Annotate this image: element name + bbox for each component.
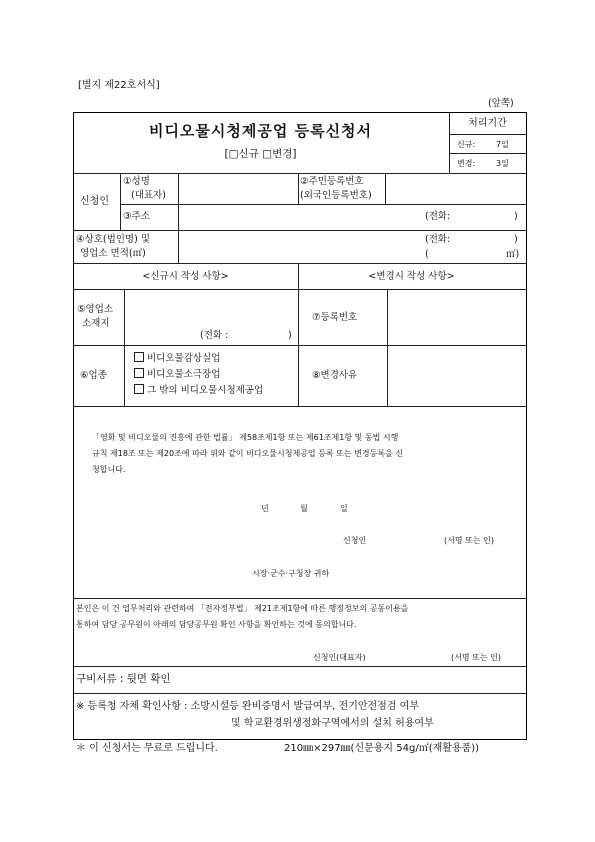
reg-number-label: ⑦등록번호 xyxy=(312,312,358,323)
new-section-header: <신규시 작성 사항> xyxy=(142,271,229,282)
checkbox-icon[interactable] xyxy=(134,368,144,378)
form-subtitle: [□신규 □변경] xyxy=(224,148,297,160)
address-phone-close: ) xyxy=(514,211,518,222)
business-type-option-2[interactable]: 비디오물소극장업 xyxy=(134,368,220,380)
processing-new-value: 7일 xyxy=(496,140,509,149)
business-phone-close: ) xyxy=(514,234,518,245)
consent-line-2: 통하여 담당 공무원이 아래의 담당공무원 확인 사항을 확인하는 것에 동의합니다. xyxy=(76,620,357,629)
declaration-line-1: 「영화 및 비디오물의 진흥에 관한 법률」 제58조제1항 또는 제61조제1항 및 동법 시행 xyxy=(92,433,399,442)
business-label: ④상호(법인명) 및 xyxy=(76,234,151,245)
form-title: 비디오물시청제공업 등록신청서 xyxy=(148,122,373,140)
checkbox-icon[interactable] xyxy=(134,352,144,362)
business-type-option-1[interactable]: 비디오물감상실업 xyxy=(134,352,220,364)
business-type-label: ⑥업종 xyxy=(80,370,107,381)
declaration-line-3: 청합니다. xyxy=(92,465,126,474)
footer-paper: 210㎜×297㎜(신문용지 54g/㎡(재활용품)) xyxy=(284,743,480,754)
date-month: 월 xyxy=(300,504,308,513)
processing-change-value: 3일 xyxy=(496,159,509,168)
consent-sign[interactable]: (서명 또는 인) xyxy=(451,653,501,662)
business-label-sub: 영업소 면적(㎡) xyxy=(80,248,146,259)
location-label-sub: 소재지 xyxy=(82,318,110,329)
change-reason-label: ⑧변경사유 xyxy=(312,370,358,381)
name-label-sub: (대표자) xyxy=(131,190,166,201)
change-section-header: <변경시 작성 사항> xyxy=(368,271,455,282)
date-day: 일 xyxy=(340,504,348,513)
documents-required: 구비서류 : 뒷면 확인 xyxy=(76,673,171,685)
business-phone-label: (전화: xyxy=(425,234,451,245)
location-phone-close: ) xyxy=(288,330,292,341)
location-phone-label: (전화 : xyxy=(200,330,229,341)
name-label: ①성명 xyxy=(123,176,150,187)
verification-line-1: ※ 등록청 자체 확인사항 : 소방시설등 완비증명서 발급여부, 전기안전점검 여부 xyxy=(76,701,419,712)
checkbox-icon[interactable] xyxy=(134,384,144,394)
consent-line-1: 본인은 이 건 업무처리와 관련하여 「전자정부법」 제21조제1항에 따른 행정정보의 공동이용을 xyxy=(76,604,409,613)
verification-line-2: 및 학교환경위생정화구역에서의 설치 허용여부 xyxy=(231,718,434,729)
processing-new-label: 신규: xyxy=(457,140,476,149)
footer-free: ＊ 이 신청서는 무료로 드립니다. xyxy=(76,743,218,754)
declaration-applicant: 신청인 xyxy=(343,536,367,545)
location-label: ⑤영업소 xyxy=(77,304,114,315)
rrn-label: ②주민등록번호 xyxy=(300,176,364,187)
side-label: (앞쪽) xyxy=(488,98,514,109)
declaration-line-2: 규칙 제18조 또는 제20조에 따라 위와 같이 비디오물시청제공업 등록 또는 변경등록을 신 xyxy=(92,449,404,458)
declaration-sign[interactable]: (서명 또는 인) xyxy=(444,536,494,545)
business-type-option-3[interactable]: 그 밖의 비디오물시청제공업 xyxy=(134,384,263,396)
rrn-label-sub: (외국인등록번호) xyxy=(300,190,372,201)
date-year: 년 xyxy=(261,504,269,513)
applicant-section-label: 신청인 xyxy=(80,196,109,207)
address-field[interactable] xyxy=(180,206,420,228)
name-field[interactable] xyxy=(180,175,296,202)
change-reason-field[interactable] xyxy=(389,347,524,404)
processing-change-label: 변경: xyxy=(457,159,476,168)
address-label: ③주소 xyxy=(123,211,150,222)
business-area-open: ( xyxy=(425,249,429,260)
business-name-field[interactable] xyxy=(180,232,420,261)
reg-number-field[interactable] xyxy=(389,291,524,343)
recipient: 시장·군수·구청장 귀하 xyxy=(252,569,330,578)
consent-applicant: 신청인(대표자) xyxy=(313,653,366,662)
processing-header: 처리기간 xyxy=(468,118,507,129)
rrn-field[interactable] xyxy=(387,175,524,202)
address-phone-label: (전화: xyxy=(425,211,451,222)
business-area-close: ㎡) xyxy=(506,249,520,260)
form-number: [별지 제22호서식] xyxy=(78,80,160,91)
